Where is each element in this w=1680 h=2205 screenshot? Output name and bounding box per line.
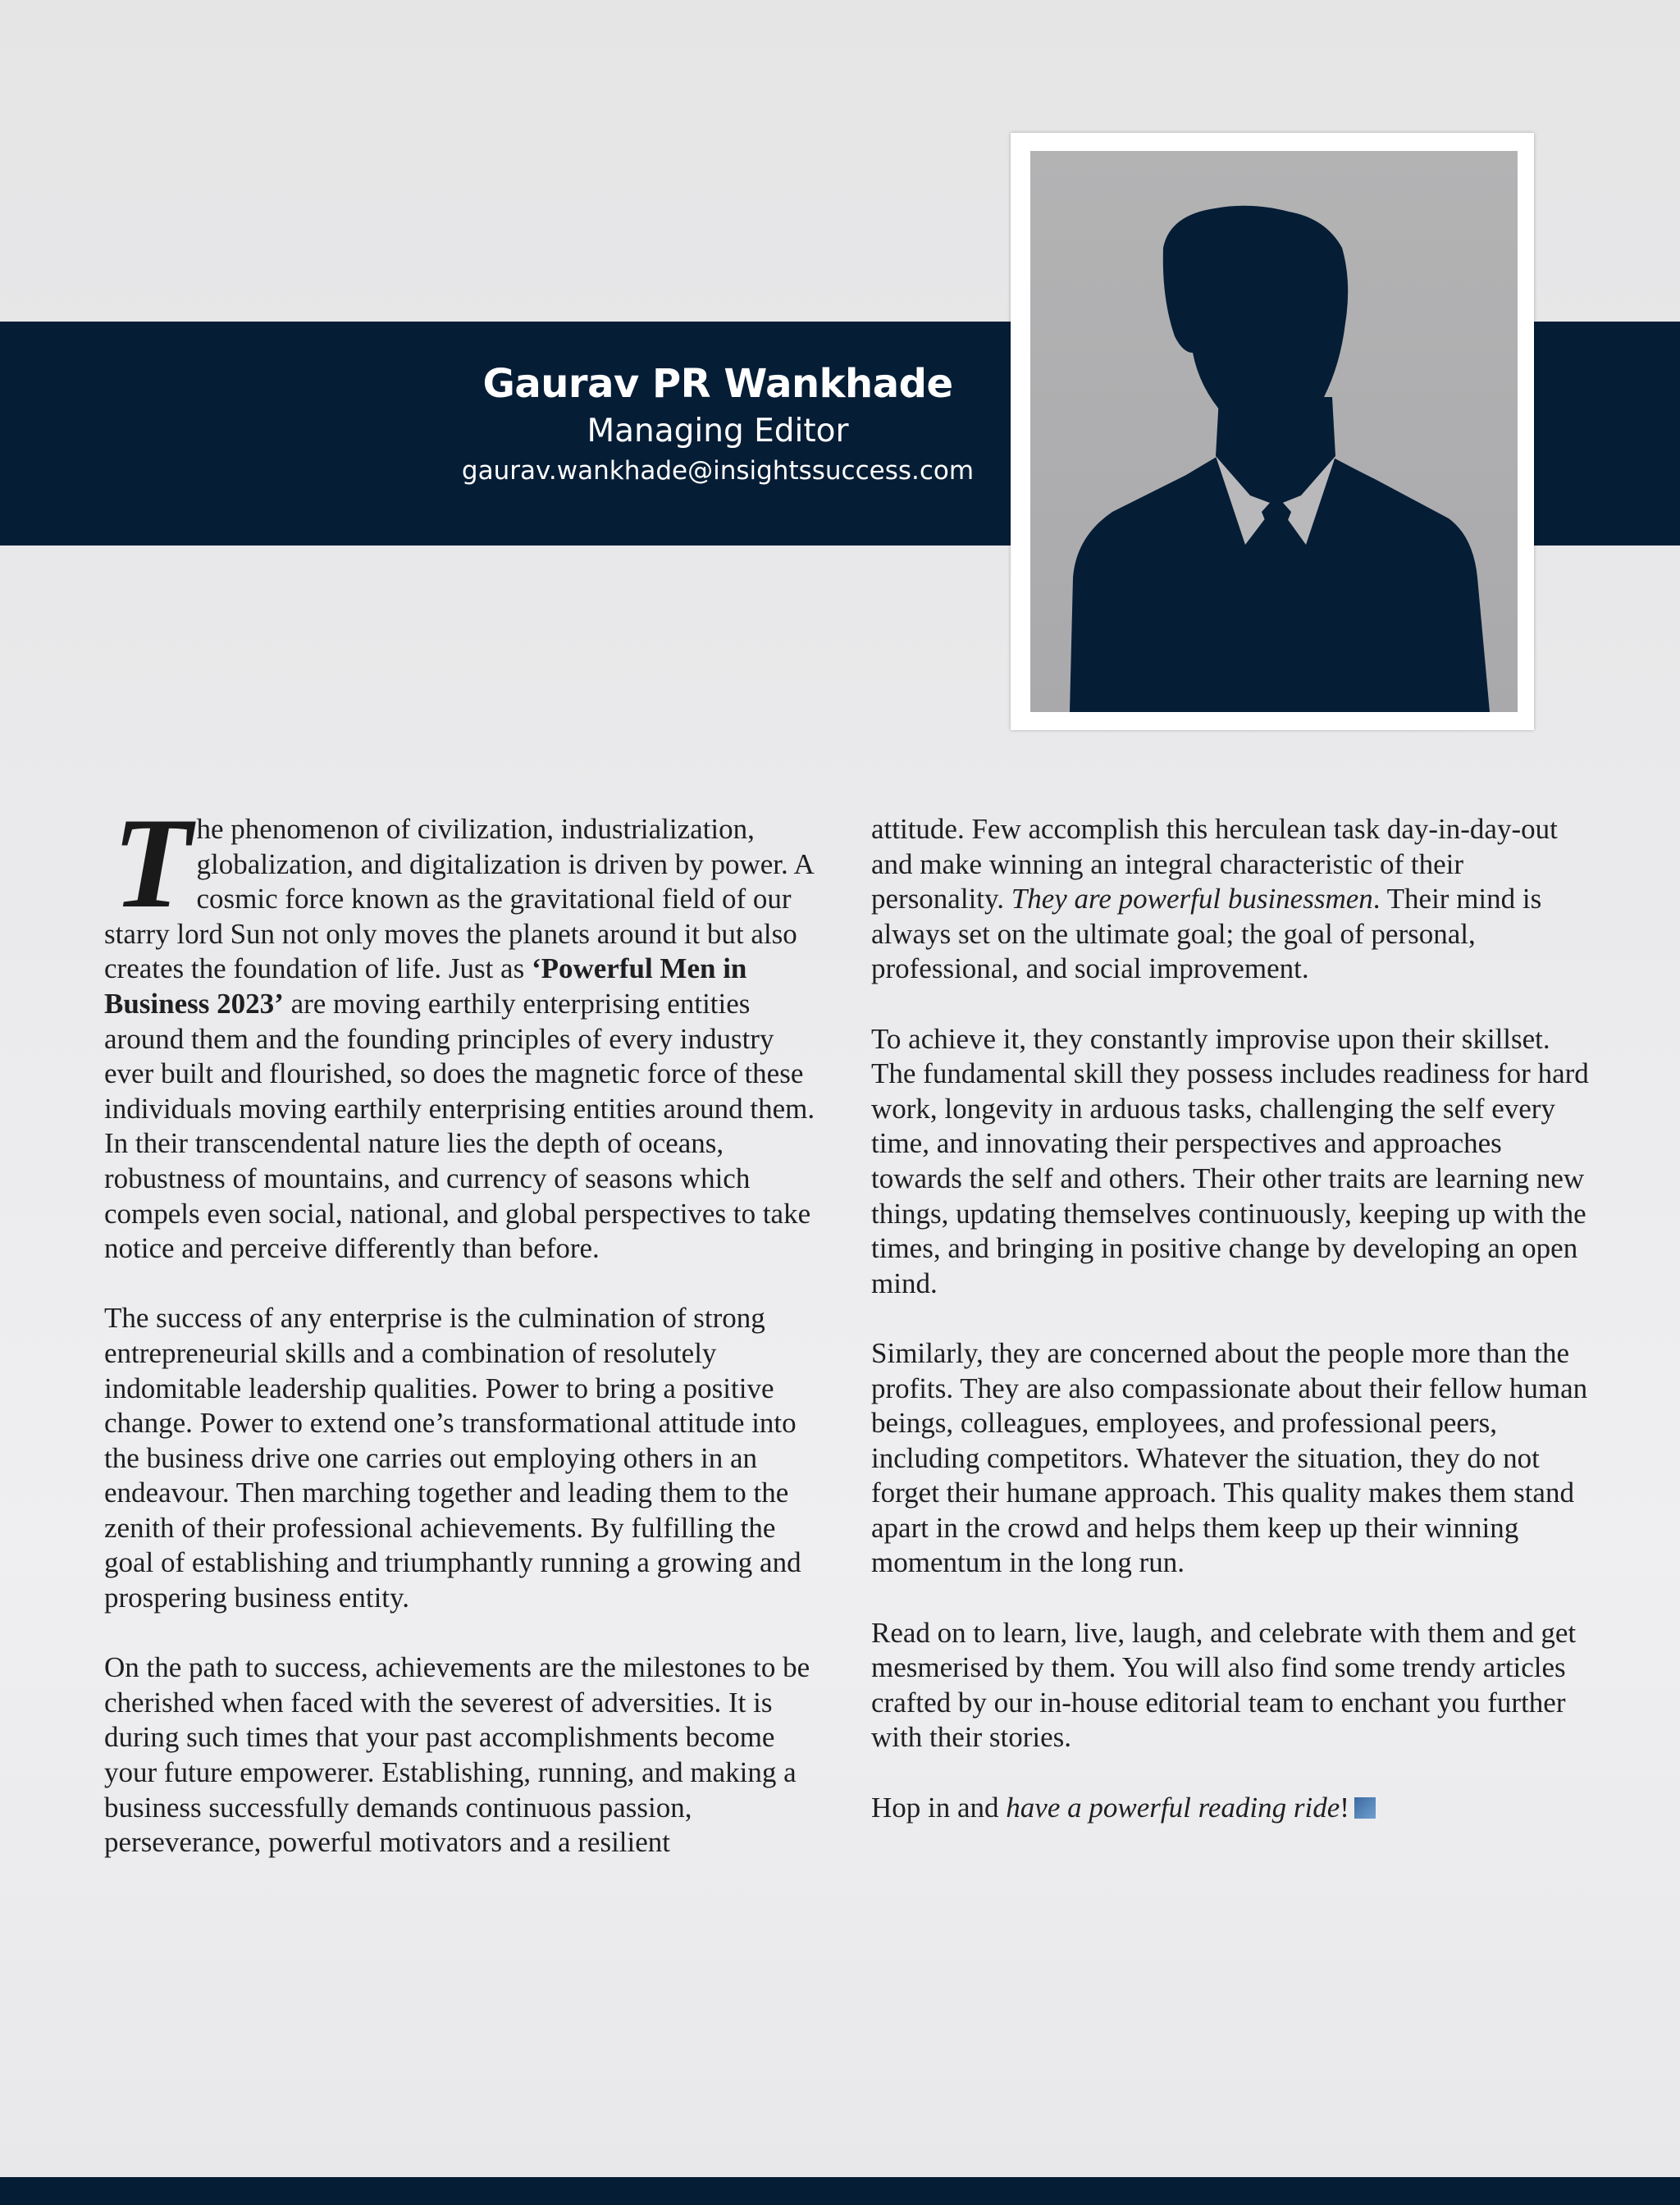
paragraph-text: . Their mind is always set on the ultimate goal; the goal of personal, professional, and social improvement.: [871, 883, 1542, 985]
editor-role: Managing Editor: [587, 412, 849, 450]
editor-email: gaurav.wankhade@insightssuccess.com: [461, 456, 975, 486]
editor-name: Gaurav PR Wankhade: [482, 361, 953, 407]
article-paragraph: To achieve it, they constantly improvise upon their skillset. The fundamental skill they possess includes readiness for hard work, longevity in arduous tasks, challenging the self every time, and innovating their perspectives and approaches towards the self and others. Their other traits are learning new things, updating themselves continuously, keeping up with the times, and bringing in positive change by developing an open mind.: [871, 1022, 1589, 1299]
editor-header: [394, 361, 1042, 487]
paragraph-text: !: [1340, 1791, 1349, 1824]
end-mark-icon: [1354, 1797, 1376, 1819]
emphasis-text: They are powerful businessmen: [1011, 883, 1373, 915]
photo-frame: [1011, 133, 1534, 730]
article-column-left: [104, 792, 822, 1895]
article-paragraph: Similarly, they are concerned about the people more than the profits. They are also compassionate about their fellow human beings, colleagues, employees, and professional peers, including competitors. Whatever the situation, they do not forget their humane approach. This quality makes them stand apart in the crowd and helps them keep up their winning momentum in the long run.: [871, 1336, 1588, 1579]
article-paragraph: On the path to success, achievements are the milestones to be cherished when faced with the severest of adversities. It is during such times that your past accomplishments become your future empowerer. Establishing, running, and making a business successfully demands continuous passion, perseverance, powerful motivators and a resilient: [104, 1651, 810, 1859]
publication-title: ‘Powerful Men in Business 2023’: [104, 952, 747, 1020]
paragraph-text: are moving earthily enterprising entities around them and the founding principles of every industry ever built and flourished, so does the magnetic force of these individuals moving earthily enterprising entities around them. In their transcendental nature lies the depth of oceans, robustness of mountains, and currency of seasons which compels even social, national, and global perspectives to take notice and perceive differently than before.: [104, 987, 815, 1265]
drop-cap: T: [112, 792, 192, 935]
footer-bar: [0, 2177, 1680, 2205]
article-paragraph: [104, 792, 822, 1267]
article-column-right: [871, 812, 1593, 1860]
article-paragraph: Read on to learn, live, laugh, and celebrate with them and get mesmerised by them. You will also find some trendy articles crafted by our in-house editorial team to enchant you further with their stories.: [871, 1616, 1577, 1754]
article-paragraph: [871, 812, 1593, 987]
emphasis-text: have a powerful reading ride: [1006, 1791, 1340, 1824]
article-closing: [871, 1791, 1593, 1826]
person-silhouette-icon: [1030, 151, 1518, 712]
article-paragraph: The success of any enterprise is the culmination of strong entrepreneurial skills and a combination of resolutely indomitable leadership qualities. Power to bring a positive change. Power to extend one’s transformational attitude into the business drive one carries out employing others in an endeavour. Then marching together and leading them to the zenith of their professional achievements. By fulfilling the goal of establishing and triumphantly running a growing and prospering business entity.: [104, 1302, 801, 1614]
paragraph-text: he phenomenon of civilization, industrialization, globalization, and digitalization is driven by power. A cosmic force known as the gravitational field of our starry lord Sun not only moves the planets around it but also creates the foundation of life. Just as: [104, 813, 813, 985]
paragraph-text: attitude. Few accomplish this herculean task day-in-day-out and make winning an integral characteristic of their personality.: [871, 813, 1558, 915]
editor-photo: [1030, 151, 1518, 712]
paragraph-text: Hop in and: [871, 1791, 1007, 1824]
